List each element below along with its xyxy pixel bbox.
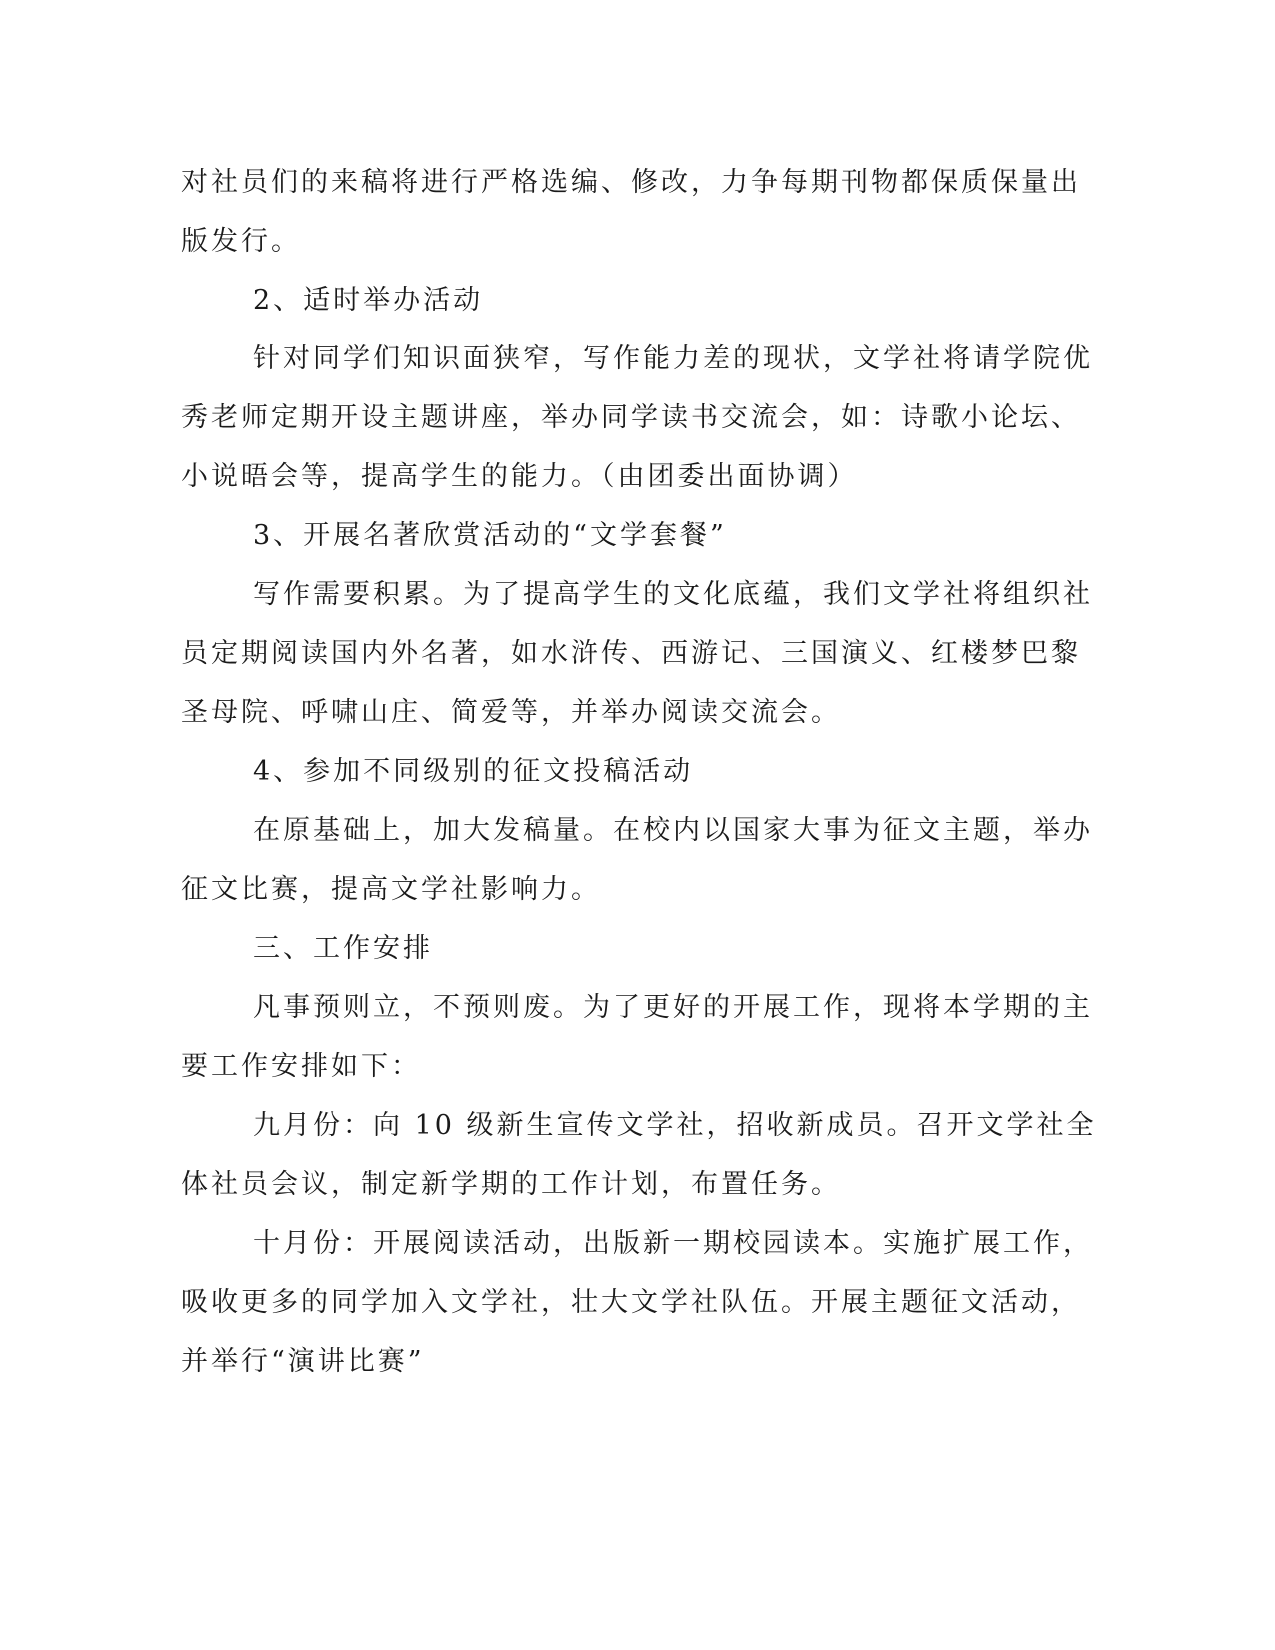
- paragraph-line: 要工作安排如下：: [181, 1051, 421, 1082]
- paragraph-line: 圣母院、呼啸山庄、简爱等，并举办阅读交流会。: [181, 697, 841, 728]
- paragraph-line: 凡事预则立，不预则废。为了更好的开展工作，现将本学期的主: [253, 992, 1093, 1023]
- paragraph-line: 小说晤会等，提高学生的能力。（由团委出面协调）: [181, 461, 858, 492]
- section-heading: 三、工作安排: [253, 933, 433, 964]
- paragraph-line: 十月份：开展阅读活动，出版新一期校园读本。实施扩展工作，: [253, 1228, 1093, 1259]
- section-heading: 4、参加不同级别的征文投稿活动: [253, 756, 694, 787]
- paragraph-line: 版发行。: [181, 226, 301, 257]
- paragraph-line: 员定期阅读国内外名著，如水浒传、西游记、三国演义、红楼梦巴黎: [181, 638, 1081, 669]
- paragraph-line: 九月份：向 10 级新生宣传文学社，招收新成员。召开文学社全: [253, 1110, 1097, 1141]
- section-heading: 3、开展名著欣赏活动的“文学套餐”: [253, 520, 727, 551]
- section-heading: 2、适时举办活动: [253, 285, 484, 316]
- paragraph-line: 吸收更多的同学加入文学社，壮大文学社队伍。开展主题征文活动，: [181, 1287, 1081, 1318]
- paragraph-line: 征文比赛，提高文学社影响力。: [181, 874, 601, 905]
- paragraph-line: 针对同学们知识面狭窄，写作能力差的现状，文学社将请学院优: [253, 343, 1093, 374]
- paragraph-line: 写作需要积累。为了提高学生的文化底蕴，我们文学社将组织社: [253, 579, 1093, 610]
- paragraph-line: 在原基础上，加大发稿量。在校内以国家大事为征文主题，举办: [253, 815, 1093, 846]
- paragraph-line: 对社员们的来稿将进行严格选编、修改，力争每期刊物都保质保量出: [181, 167, 1081, 198]
- paragraph-line: 秀老师定期开设主题讲座，举办同学读书交流会，如：诗歌小论坛、: [181, 402, 1081, 433]
- paragraph-line: 并举行“演讲比赛”: [181, 1346, 425, 1377]
- paragraph-line: 体社员会议，制定新学期的工作计划，布置任务。: [181, 1169, 841, 1200]
